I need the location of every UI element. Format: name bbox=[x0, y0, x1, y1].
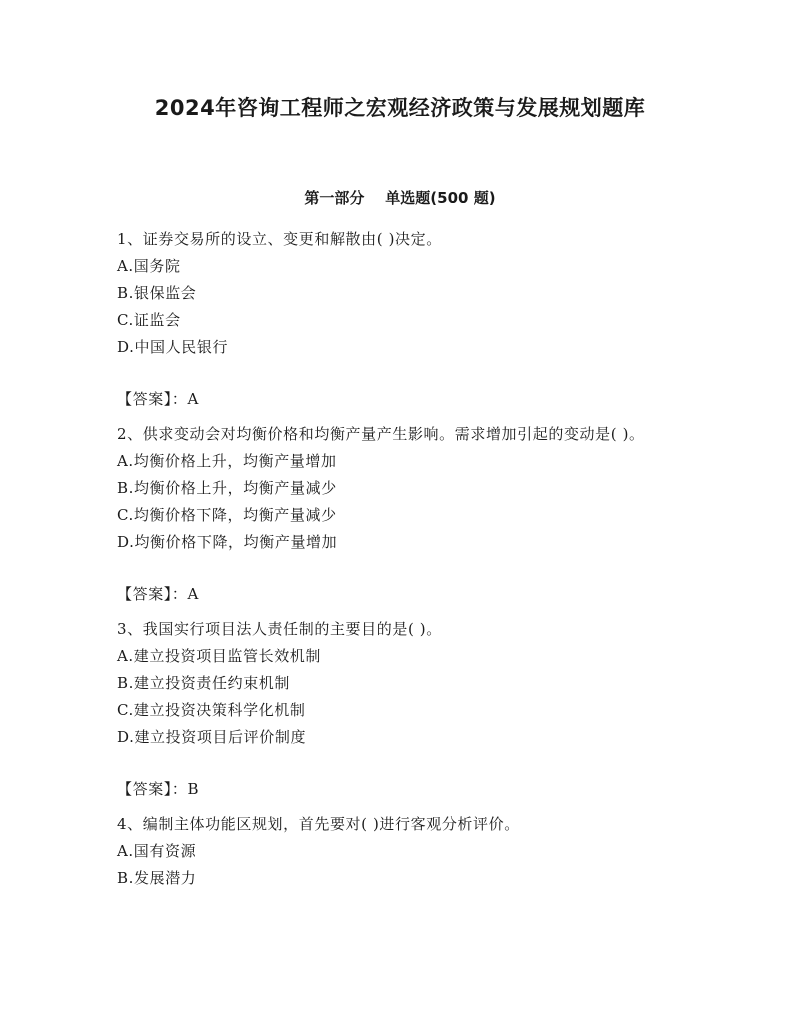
answer-line bbox=[117, 581, 697, 608]
option-d: D.均衡价格下降，均衡产量增加 bbox=[117, 533, 338, 551]
answer-label: 【答案】： bbox=[117, 585, 188, 603]
option-d: D.中国人民银行 bbox=[117, 338, 229, 356]
answer-value: B bbox=[187, 780, 200, 798]
question-4 bbox=[117, 811, 697, 892]
option-b: B.银保监会 bbox=[117, 284, 197, 302]
answer-value: A bbox=[187, 390, 199, 408]
question-list bbox=[117, 226, 697, 892]
question-3 bbox=[117, 616, 697, 803]
option-b: B.建立投资责任约束机制 bbox=[117, 674, 290, 692]
option-a: A.国务院 bbox=[117, 257, 181, 275]
option-a: A.国有资源 bbox=[117, 842, 197, 860]
option-c: C.证监会 bbox=[117, 311, 181, 329]
question-stem: 3、我国实行项目法人责任制的主要目的是( )。 bbox=[117, 620, 442, 638]
question-stem: 2、供求变动会对均衡价格和均衡产量产生影响。需求增加引起的变动是( )。 bbox=[117, 425, 645, 443]
option-c: C.均衡价格下降，均衡产量减少 bbox=[117, 506, 337, 524]
option-a: A.建立投资项目监管长效机制 bbox=[117, 647, 322, 665]
answer-value: A bbox=[187, 585, 199, 603]
option-a: A.均衡价格上升，均衡产量增加 bbox=[117, 452, 337, 470]
question-2 bbox=[117, 421, 697, 608]
document-title: 2024年咨询工程师之宏观经济政策与发展规划题库 bbox=[154, 96, 646, 120]
answer-label: 【答案】： bbox=[117, 390, 188, 408]
option-b: B.发展潜力 bbox=[117, 869, 197, 887]
option-c: C.建立投资决策科学化机制 bbox=[117, 701, 306, 719]
answer-label: 【答案】： bbox=[117, 780, 188, 798]
question-stem: 4、编制主体功能区规划，首先要对( )进行客观分析评价。 bbox=[117, 815, 520, 833]
answer-line bbox=[117, 386, 697, 413]
question-stem: 1、证券交易所的设立、变更和解散由( )决定。 bbox=[117, 230, 442, 248]
section-title: 第一部分 单选题(500 题) bbox=[304, 189, 496, 207]
answer-line bbox=[117, 776, 697, 803]
option-d: D.建立投资项目后评价制度 bbox=[117, 728, 307, 746]
question-1 bbox=[117, 226, 697, 413]
option-b: B.均衡价格上升，均衡产量减少 bbox=[117, 479, 337, 497]
